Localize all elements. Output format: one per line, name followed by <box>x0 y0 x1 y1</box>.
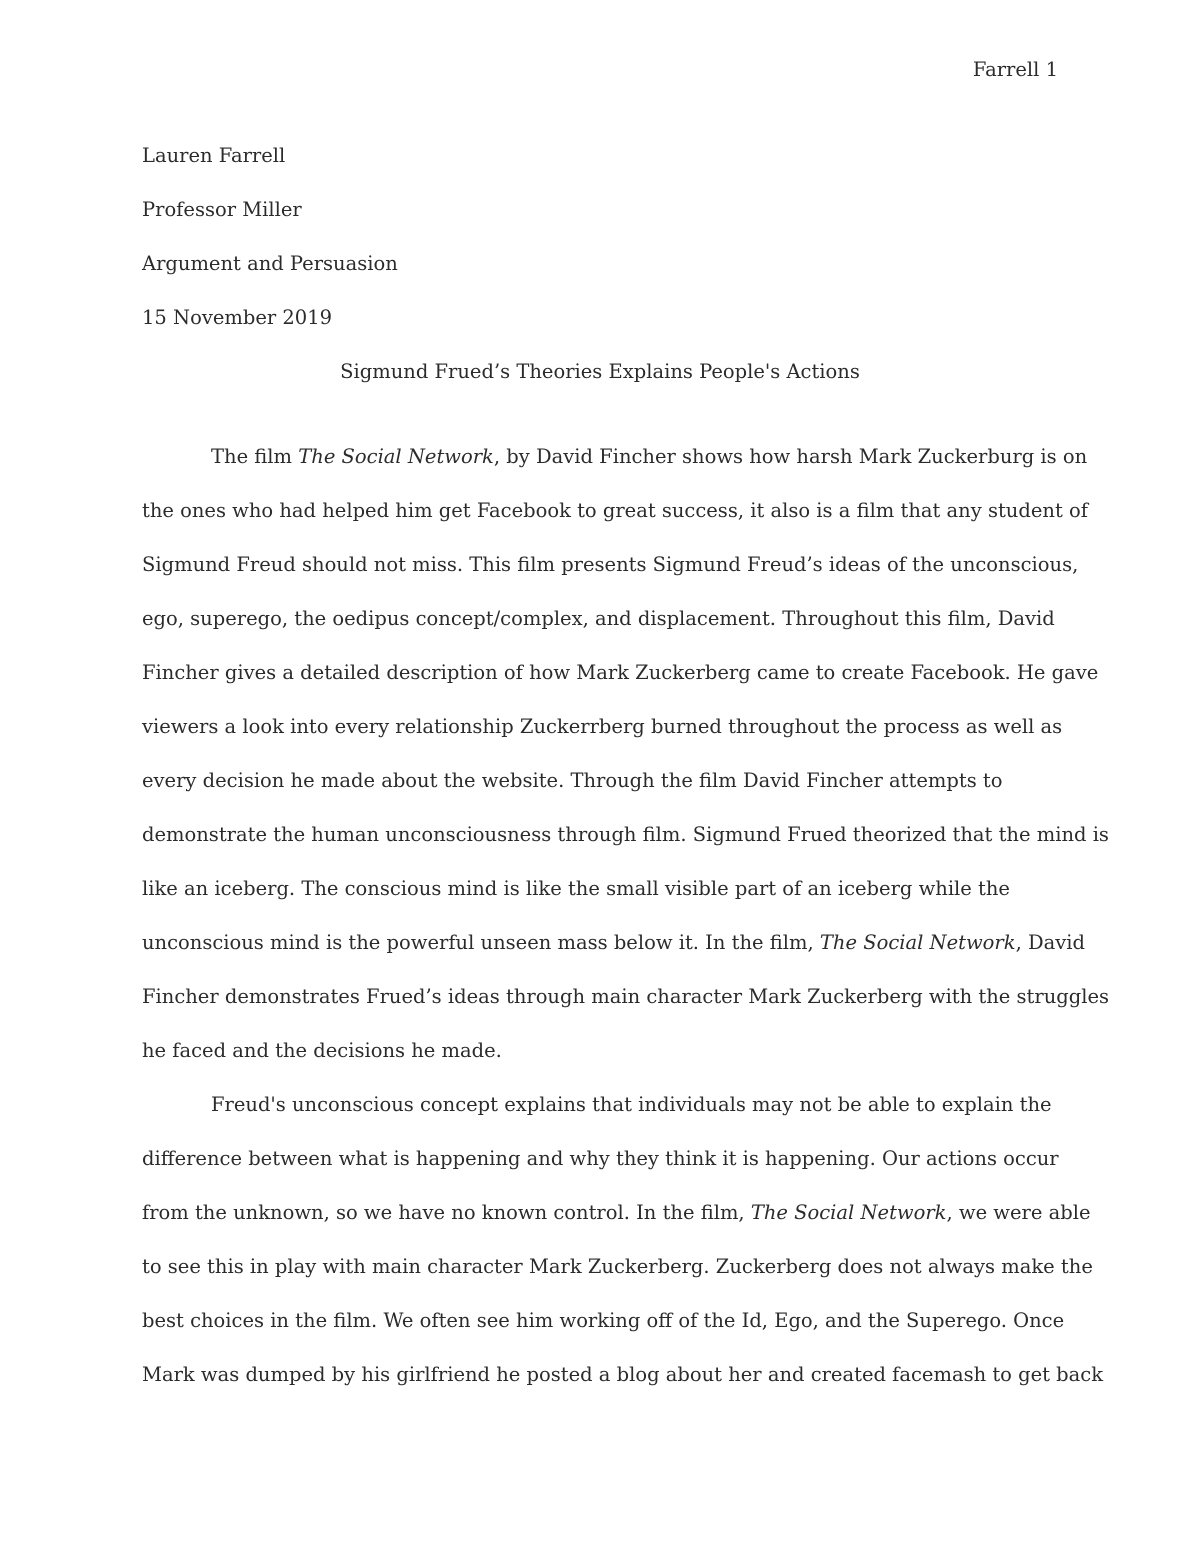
paragraph-line: difference between what is happening and why they think it is happening. Our actions occur <box>142 1147 1059 1170</box>
essay-title: Sigmund Frued’s Theories Explains People's Actions <box>340 360 860 383</box>
paragraph-line: Fincher gives a detailed description of how Mark Zuckerberg came to create Facebook. He gave <box>142 661 1099 684</box>
paragraph-line: ego, superego, the oedipus concept/complex, and displacement. Throughout this film, David <box>142 607 1055 630</box>
film-title-italic: The Social Network <box>298 445 494 468</box>
paragraph-line: Freud's unconscious concept explains that individuals may not be able to explain the <box>211 1093 1052 1116</box>
paragraph-line: demonstrate the human unconsciousness through film. Sigmund Frued theorized that the mind is <box>142 823 1109 846</box>
text-run: unconscious mind is the powerful unseen mass below it. In the film, <box>142 931 820 954</box>
paragraph-line: Mark was dumped by his girlfriend he posted a blog about her and created facemash to get back <box>142 1363 1104 1386</box>
paragraph-line: he faced and the decisions he made. <box>142 1039 502 1062</box>
paragraph-line <box>142 442 1088 496</box>
date: 15 November 2019 <box>142 306 333 329</box>
paragraph-line <box>142 1198 1091 1252</box>
paragraph-2 <box>142 1090 1104 1414</box>
paragraph-line: Sigmund Freud should not miss. This film presents Sigmund Freud’s ideas of the unconscious, <box>142 553 1079 576</box>
paragraph-line: best choices in the film. We often see him working off of the Id, Ego, and the Superego. Once <box>142 1309 1065 1332</box>
paragraph-1 <box>142 442 1110 1090</box>
film-title-italic: The Social Network <box>750 1201 947 1224</box>
text-run: The film <box>211 445 299 468</box>
text-run: , David <box>1015 931 1085 954</box>
mla-heading <box>142 142 1058 358</box>
text-run: , by David Fincher shows how harsh Mark Zuckerburg is on <box>493 445 1088 468</box>
film-title-italic: The Social Network <box>819 931 1016 954</box>
running-header-page-number: Farrell 1 <box>972 58 1058 81</box>
paragraph-line: like an iceberg. The conscious mind is like the small visible part of an iceberg while the <box>142 877 1010 900</box>
paragraph-line: every decision he made about the website. Through the film David Fincher attempts to <box>142 769 1003 792</box>
course-name: Argument and Persuasion <box>142 252 398 275</box>
essay-body <box>142 442 1110 1414</box>
text-run: from the unknown, so we have no known control. In the film, <box>142 1201 751 1224</box>
paragraph-line: the ones who had helped him get Facebook to great success, it also is a film that any student of <box>142 499 1088 522</box>
paragraph-line: viewers a look into every relationship Zuckerrberg burned throughout the process as well as <box>142 715 1063 738</box>
paragraph-line: to see this in play with main character Mark Zuckerberg. Zuckerberg does not always make the <box>142 1255 1093 1278</box>
paragraph-line <box>142 928 1085 982</box>
author-name: Lauren Farrell <box>142 144 286 167</box>
instructor-name: Professor Miller <box>142 198 302 221</box>
text-run: , we were able <box>946 1201 1091 1224</box>
paragraph-line: Fincher demonstrates Frued’s ideas through main character Mark Zuckerberg with the struggles <box>142 985 1110 1008</box>
